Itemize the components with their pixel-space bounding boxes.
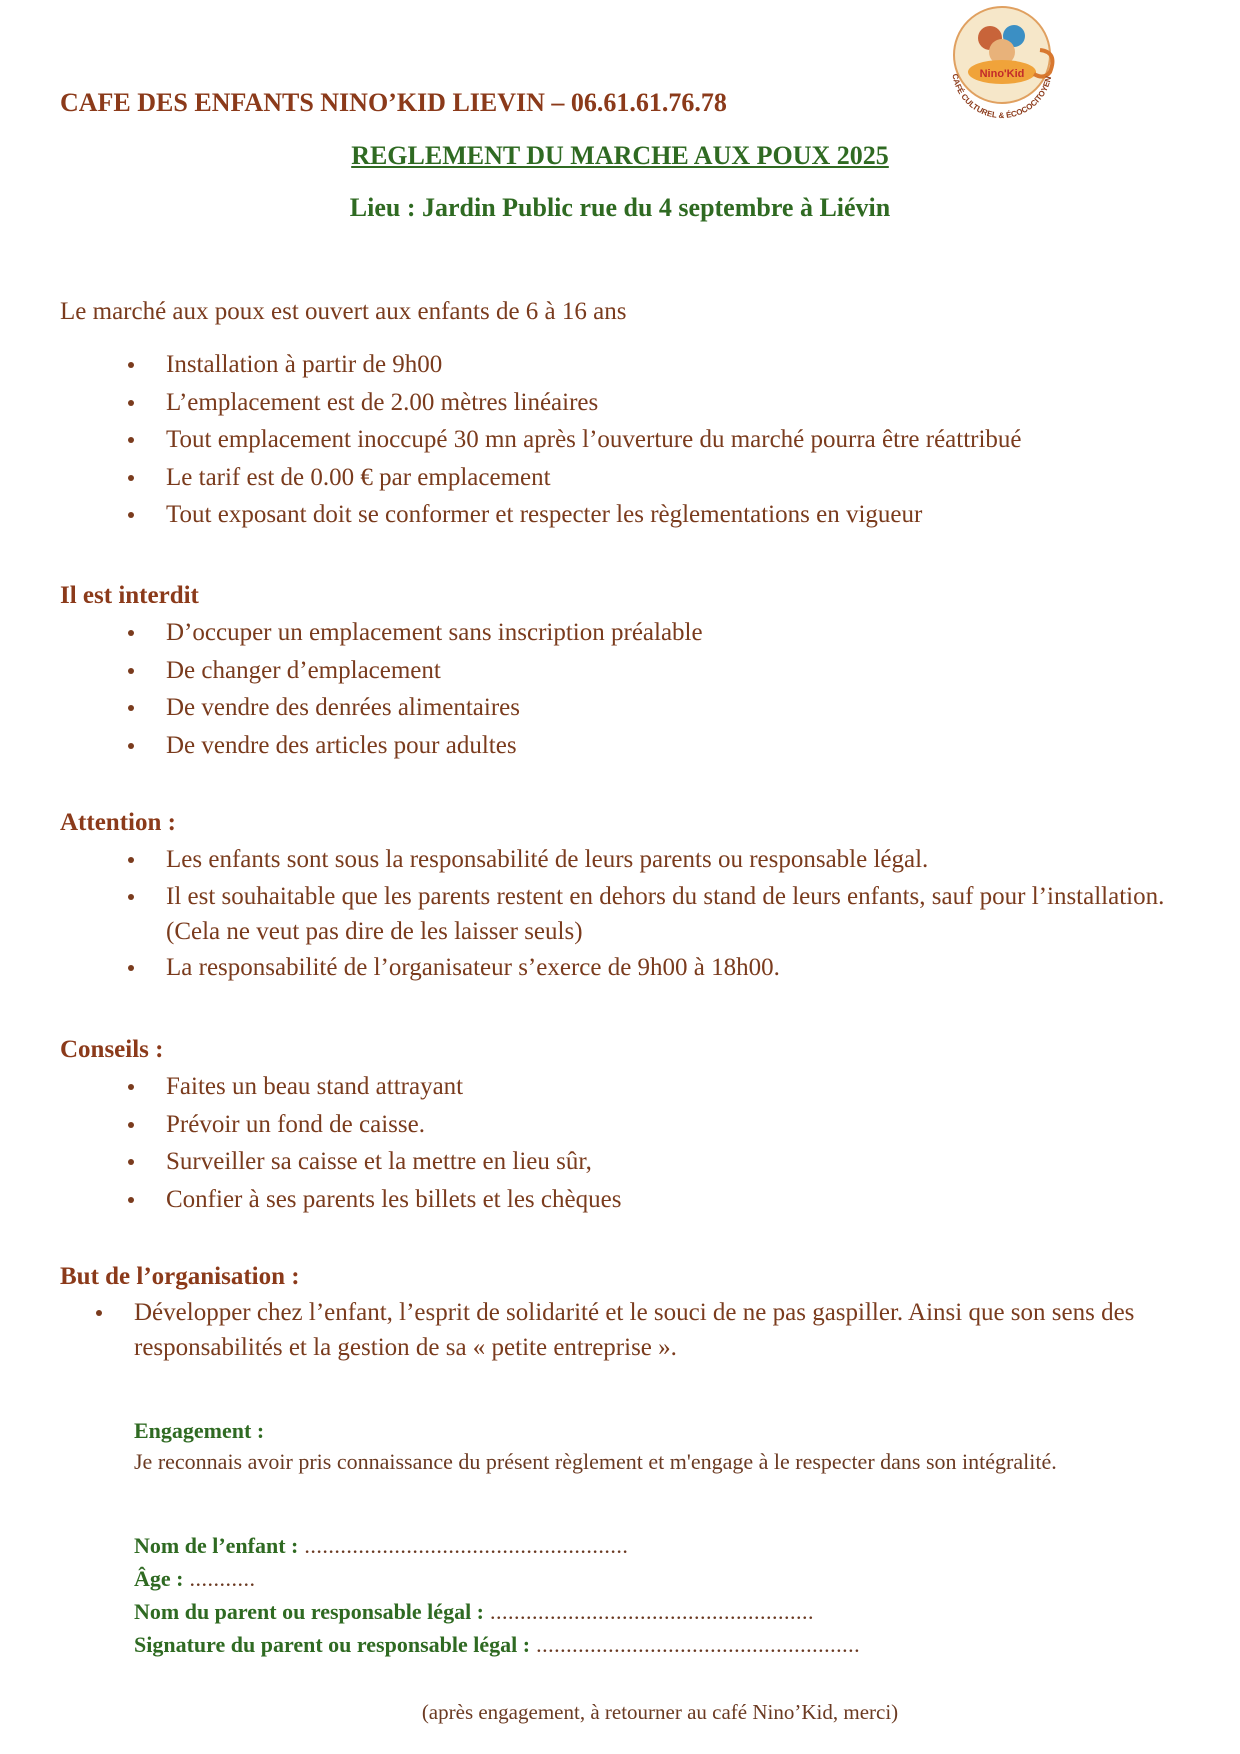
- list-item: Surveiller sa caisse et la mettre en lieu sûr,: [128, 1143, 1168, 1181]
- signature-label: Signature du parent ou responsable légal :: [134, 1632, 531, 1657]
- parent-name-blank[interactable]: ......................................................: [484, 1599, 815, 1624]
- logo-ring-text: CAFÉ CULTUREL & ÉCOCOCITOYEN: [950, 73, 1054, 121]
- footer-note: (après engagement, à retourner au café Nino’Kid, merci): [421, 1700, 899, 1724]
- section-title-forbidden: Il est interdit: [60, 582, 199, 609]
- forbidden-list: [128, 614, 1168, 764]
- list-item: Il est souhaitable que les parents restent en dehors du stand de leurs enfants, sauf pour l’installation. (Cela ne veut pas dire de les laisser seuls): [128, 879, 1168, 949]
- age-field[interactable]: [134, 1566, 255, 1592]
- rules-list: [128, 346, 1168, 534]
- list-item: La responsabilité de l’organisateur s’exerce de 9h00 à 18h00.: [128, 949, 1168, 987]
- age-label: Âge :: [134, 1566, 184, 1591]
- list-item: Confier à ses parents les billets et les chèques: [128, 1181, 1168, 1219]
- list-item: De changer d’emplacement: [128, 652, 1168, 690]
- signature-blank[interactable]: ......................................................: [530, 1632, 861, 1657]
- list-item: Développer chez l’enfant, l’esprit de solidarité et le souci de ne pas gaspiller. Ainsi que son sens des responsabilités et la gestion de sa « petite entreprise ».: [96, 1295, 1176, 1365]
- engagement-text: Je reconnais avoir pris connaissance du présent règlement et m'engage à le respecter dans son intégralité.: [134, 1449, 1057, 1474]
- list-item: Les enfants sont sous la responsabilité de leurs parents ou responsable légal.: [128, 841, 1168, 879]
- list-item: Installation à partir de 9h00: [128, 346, 1168, 384]
- list-item: De vendre des denrées alimentaires: [128, 689, 1168, 727]
- list-item: D’occuper un emplacement sans inscription préalable: [128, 614, 1168, 652]
- intro-text: Le marché aux poux est ouvert aux enfants de 6 à 16 ans: [60, 298, 627, 325]
- header-contact-line: CAFE DES ENFANTS NINO’KID LIEVIN – 06.61.61.76.78: [60, 88, 727, 117]
- list-item: Tout emplacement inoccupé 30 mn après l’ouverture du marché pourra être réattribué: [128, 421, 1168, 459]
- list-item: Tout exposant doit se conformer et respecter les règlementations en vigueur: [128, 496, 1168, 534]
- advice-list: [128, 1068, 1168, 1218]
- section-title-attention: Attention :: [60, 809, 176, 836]
- section-title-goal: But de l’organisation :: [60, 1263, 300, 1290]
- child-name-field[interactable]: [134, 1533, 628, 1559]
- child-name-blank[interactable]: ......................................................: [298, 1533, 629, 1558]
- document-title: REGLEMENT DU MARCHE AUX POUX 2025: [351, 141, 889, 170]
- logo-brand-text: Nino'Kid: [979, 68, 1025, 80]
- section-title-advice: Conseils :: [60, 1036, 164, 1063]
- parent-name-field[interactable]: [134, 1599, 814, 1625]
- list-item: Le tarif est de 0.00 € par emplacement: [128, 459, 1168, 497]
- attention-list: [128, 841, 1168, 986]
- document-subtitle: Lieu : Jardin Public rue du 4 septembre à Liévin: [349, 193, 891, 222]
- list-item: De vendre des articles pour adultes: [128, 727, 1168, 765]
- list-item: L’emplacement est de 2.00 mètres linéaires: [128, 384, 1168, 422]
- goal-list: [96, 1295, 1176, 1365]
- parent-name-label: Nom du parent ou responsable légal :: [134, 1599, 485, 1624]
- list-item: Prévoir un fond de caisse.: [128, 1106, 1168, 1144]
- child-name-label: Nom de l’enfant :: [134, 1533, 299, 1558]
- age-blank[interactable]: ...........: [183, 1566, 256, 1591]
- signature-field[interactable]: [134, 1632, 860, 1658]
- list-item: Faites un beau stand attrayant: [128, 1068, 1168, 1106]
- cafe-logo: [930, 0, 1070, 135]
- engagement-title: Engagement :: [134, 1418, 265, 1443]
